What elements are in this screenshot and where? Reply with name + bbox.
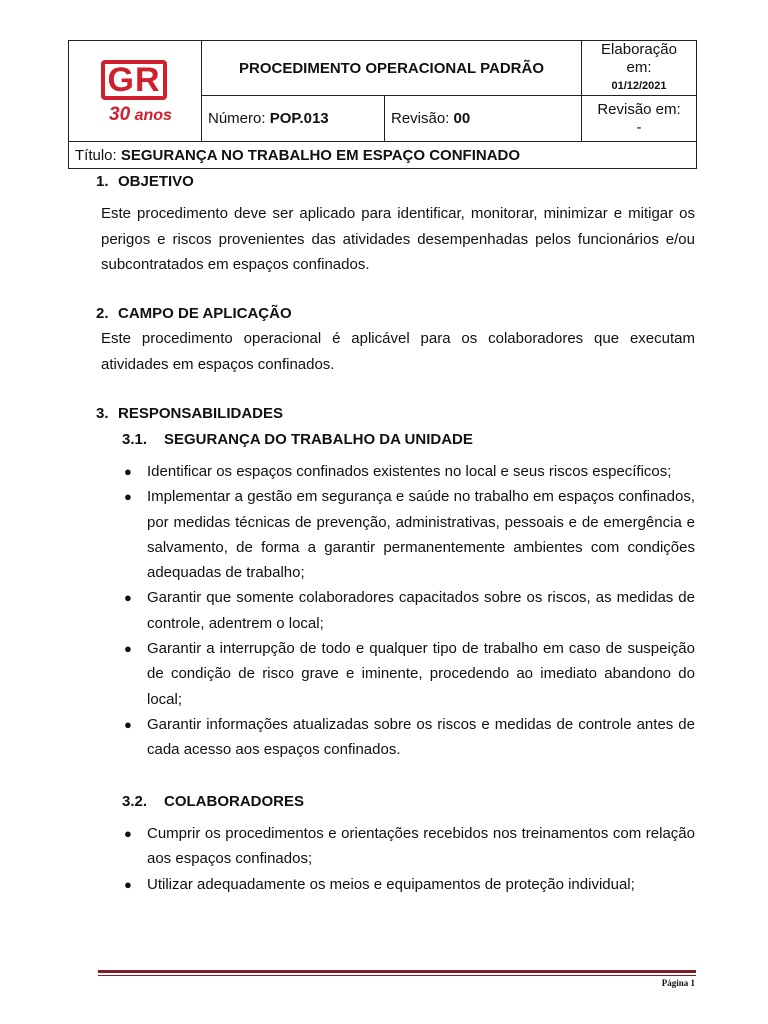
numero-value: POP.013 [269, 110, 329, 127]
list-item: ● Garantir informações atualizadas sobre os riscos e medidas de controle antes de cada acesso aos espaços confinados. [122, 712, 695, 763]
section-1-text: Este procedimento deve ser aplicado para identificar, monitorar, minimizar e mitigar os perigos e riscos provenientes das atividades desempenhadas pelos funcionários e/ou subcontratados em espaços confinados. [101, 205, 695, 273]
section-1-heading: 1. OBJETIVO [96, 173, 194, 190]
bullet-icon: ● [124, 590, 132, 606]
titulo-value: SEGURANÇA NO TRABALHO EM ESPAÇO CONFINADO [120, 146, 521, 164]
list-item: ● Cumprir os procedimentos e orientações recebidos nos treinamentos com relação aos espaços confinados; [122, 821, 695, 872]
numero-label: Número: [208, 110, 270, 127]
section-2-text: Este procedimento operacional é aplicável para os colaboradores que executam atividades em espaços confinados. [101, 330, 695, 373]
header-table [68, 40, 697, 169]
section-3-1-heading: 3.1. SEGURANÇA DO TRABALHO DA UNIDADE [122, 431, 473, 448]
list-item: ● Utilizar adequadamente os meios e equipamentos de proteção individual; [122, 872, 695, 897]
list-item: ● Identificar os espaços confinados existentes no local e seus riscos específicos; [122, 459, 695, 484]
bullet-icon: ● [124, 716, 132, 732]
titulo-cell [69, 142, 697, 169]
revisao-label: Revisão: [391, 110, 454, 127]
list-item: ● Implementar a gestão em segurança e saúde no trabalho em espaços confinados, por medidas técnicas de prevenção, administrativas, pessoais e de emergência e salvamento, de forma a garantir permanentemente ambientes com condições adequadas de trabalho; [122, 484, 695, 585]
footer-rule-thick [98, 970, 696, 973]
logo-mark: GR [101, 60, 167, 100]
section-3-2-heading: 3.2. COLABORADORES [122, 793, 305, 810]
revisao-value: 00 [453, 110, 471, 127]
list-item: ● Garantir a interrupção de todo e qualquer tipo de trabalho em caso de suspeição de condição de risco grave e iminente, procedendo ao imediato abandono do local; [122, 636, 695, 712]
elaboracao-cell [582, 41, 697, 96]
logo-cell [69, 41, 202, 142]
revisao-em-label: Revisão em: [597, 100, 681, 118]
revisao-cell [385, 96, 582, 142]
numero-cell [202, 96, 385, 142]
section-3-1-list [122, 459, 695, 763]
bullet-icon: ● [124, 826, 132, 841]
page-number: Página 1 [661, 978, 695, 988]
bullet-icon: ● [124, 464, 132, 479]
revisao-em-cell [582, 96, 697, 142]
elaboracao-date: 01/12/2021 [611, 80, 667, 92]
section-3-2-list [122, 821, 695, 897]
bullet-icon: ● [124, 876, 132, 892]
revisao-em-value: - [636, 118, 642, 136]
logo-subtitle: 30 anos [109, 104, 172, 125]
footer-rule-thin [98, 975, 696, 976]
section-3-heading: 3. RESPONSABILIDADES [96, 405, 284, 422]
titulo-label: Título: [75, 146, 121, 164]
bullet-icon: ● [124, 641, 132, 657]
company-logo [95, 56, 175, 125]
list-item: ● Garantir que somente colaboradores capacitados sobre os riscos, as medidas de controle, adentrem o local; [122, 585, 695, 636]
doc-type-title: PROCEDIMENTO OPERACIONAL PADRÃO [202, 41, 582, 96]
elaboracao-label: Elaboração em: [601, 41, 677, 76]
section-2-heading: 2. CAMPO DE APLICAÇÃO [96, 305, 292, 322]
bullet-icon: ● [124, 489, 132, 505]
